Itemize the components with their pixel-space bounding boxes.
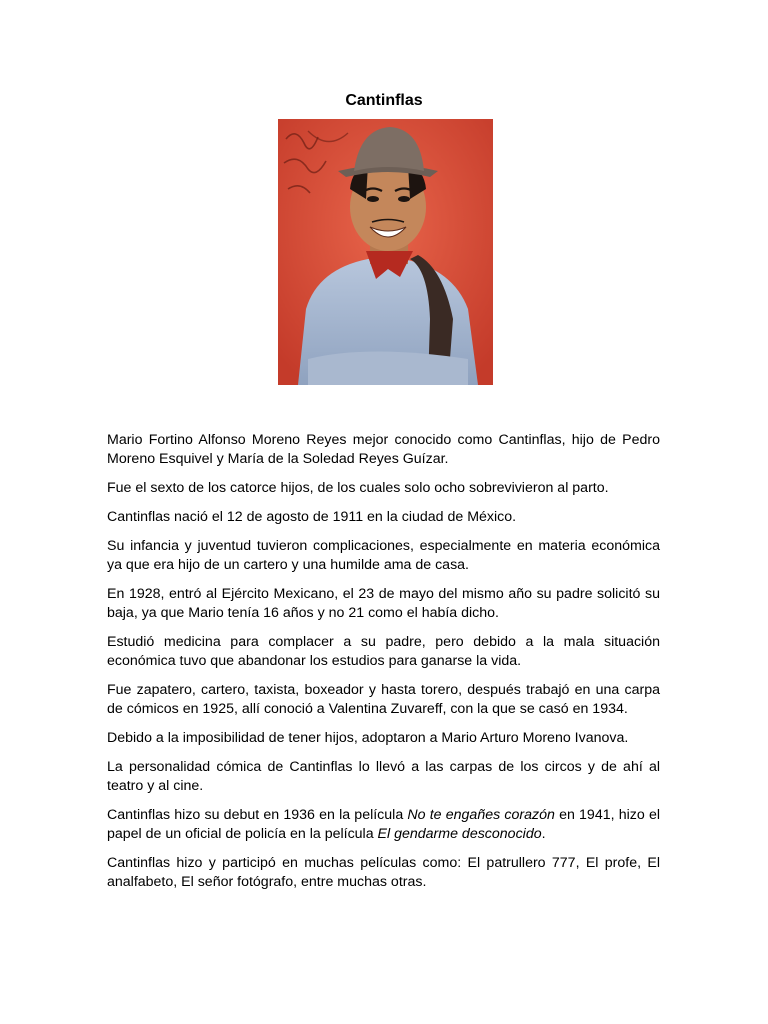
paragraph: Mario Fortino Alfonso Moreno Reyes mejor conocido como Cantinflas, hijo de Pedro Moreno Esquivel y María de la Soledad Reyes Guízar.	[107, 432, 660, 467]
paragraph: Cantinflas hizo y participó en muchas películas como: El patrullero 777, El profe, El analfabeto, El señor fotógrafo, entre muchas otras.	[107, 855, 660, 890]
paragraph: La personalidad cómica de Cantinflas lo llevó a las carpas de los circos y de ahí al teatro y al cine.	[107, 759, 660, 794]
paragraph-text: en 1941, hizo el papel de un oficial de policía en la película	[107, 807, 660, 842]
film-title: El gendarme desconocido	[377, 826, 542, 842]
paragraph: Fue zapatero, cartero, taxista, boxeador y hasta torero, después trabajó en una carpa de cómicos en 1925, allí conoció a Valentina Zuvareff, con la que se casó en 1934.	[107, 682, 660, 717]
paragraph: Su infancia y juventud tuvieron complicaciones, especialmente en materia económica ya que era hijo de un cartero y una humilde ama de casa.	[107, 538, 660, 573]
portrait-photo	[278, 119, 493, 385]
paragraph	[107, 806, 660, 844]
film-title: No te engañes corazón	[407, 807, 555, 823]
paragraph: Fue el sexto de los catorce hijos, de los cuales solo ocho sobrevivieron al parto.	[107, 480, 609, 496]
paragraph: Estudió medicina para complacer a su padre, pero debido a la mala situación económica tuvo que abandonar los estudios para ganarse la vida.	[107, 634, 660, 669]
paragraph: Cantinflas nació el 12 de agosto de 1911 en la ciudad de México.	[107, 509, 517, 525]
document-body	[107, 431, 660, 902]
paragraph: Debido a la imposibilidad de tener hijos, adoptaron a Mario Arturo Moreno Ivanova.	[107, 730, 629, 746]
document-title: Cantinflas	[345, 92, 423, 109]
paragraph-text: .	[541, 826, 546, 842]
paragraph: En 1928, entró al Ejército Mexicano, el 23 de mayo del mismo año su padre solicitó su baja, ya que Mario tenía 16 años y no 21 como el había dicho.	[107, 586, 660, 621]
paragraph-text: Cantinflas hizo su debut en 1936 en la película	[107, 807, 408, 823]
